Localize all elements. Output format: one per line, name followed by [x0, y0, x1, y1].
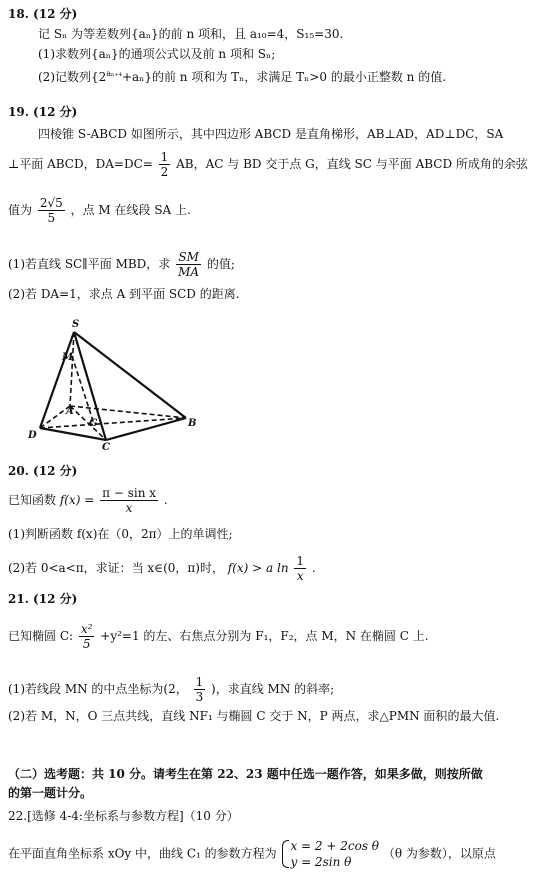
q21-def-text-a: 已知椭圆 C: [8, 629, 74, 643]
q20-fx: f(x) = [59, 493, 95, 507]
q19-line3-text-a: 值为 [8, 203, 33, 217]
q20-def-text: 已知函数 [8, 493, 57, 507]
q18-line1: 记 Sₙ 为等差数列{aₙ}的前 n 项和，且 a₁₀=4，S₁₅=30. [38, 27, 344, 41]
q20-part2-text: (2)若 0<a<π，求证：当 x∈(0，π)时， [8, 561, 224, 575]
q21-part2: (2)若 M，N，O 三点共线，直线 NF₁ 与椭圆 C 交于 N，P 两点，求△PMN 面积的最大值. [8, 709, 500, 723]
q21-header: 21. (12 分) [8, 592, 78, 606]
q22-line1 [8, 838, 496, 870]
q20-function-def: 已知函数 f(x) = $\frac{\text{π − sin x}}{x}$ . [8, 486, 168, 515]
q19-line3 [8, 196, 191, 225]
q22-parametric-system [280, 838, 379, 870]
q19-cos-fraction: $\frac{2√5}{5}$ [39, 196, 63, 225]
elective-instruction-line2: 的第一题计分。 [8, 786, 93, 800]
pyramid-figure [26, 316, 206, 450]
q20-part1: (1)判断函数 f(x)在（0，2π）上的单调性; [8, 527, 233, 541]
q21-ellipse-fraction: $\frac{\text{x²}}{5}$ [80, 622, 93, 651]
q22-eq-y: y = 2sin θ [290, 855, 352, 869]
q21-ellipse-def [8, 622, 429, 651]
q18-part2-text-a: (2)记数列{2 [38, 70, 107, 84]
q22-text-b: （θ 为参数），以原点 [382, 846, 496, 861]
label-A: A [66, 406, 74, 417]
q19-part1-text-b: 的值; [206, 257, 235, 271]
q21-part1-text-a: (1)若线段 MN 的中点坐标为(2， [8, 682, 188, 696]
q21-part1 [8, 675, 334, 704]
q19-part2: (2)若 DA=1，求点 A 到平面 SCD 的距离. [8, 287, 240, 301]
label-C: C [102, 442, 110, 450]
q21-def-text-b: +y²=1 的左、右焦点分别为 F₁，F₂，点 M，N 在椭圆 C 上. [100, 629, 429, 643]
q21-third-fraction: $\frac{1}{3}$ [195, 675, 204, 704]
elective-instruction-line1: （二）选考题：共 10 分。请考生在第 22、23 题中任选一题作答，如果多做，则按所做 [8, 767, 483, 781]
q20-header: 20. (12 分) [8, 464, 78, 478]
q20-inequality: f(x) > a ln [227, 561, 289, 575]
q20-function-fraction: $\frac{\text{π − sin x}}{x}$ [102, 486, 157, 515]
q19-line2-text-a: ⊥平面 ABCD，DA=DC= [8, 157, 153, 171]
edge-SB [74, 332, 186, 418]
label-M: M [62, 352, 74, 363]
q18-part1: (1)求数列{aₙ}的通项公式以及前 n 项和 Sₙ; [38, 47, 276, 61]
q18-exponent: aₙ₊₄ [106, 69, 122, 78]
q19-part1-text-a: (1)若直线 SC∥平面 MBD，求 [8, 257, 171, 271]
q19-line2 [8, 150, 528, 179]
q19-line2-text-b: AB，AC 与 BD 交于点 G，直线 SC 与平面 ABCD 所成角的余弦 [176, 157, 528, 171]
label-G: G [89, 418, 98, 429]
q18-header: 18. (12 分) [8, 7, 78, 21]
q22-header: 22.[选修 4-4:坐标系与参数方程]（10 分） [8, 809, 239, 823]
q19-header: 19. (12 分) [8, 105, 78, 119]
q22-text-a: 在平面直角坐标系 xOy 中，曲线 C₁ 的参数方程为 [8, 846, 277, 861]
q22-eq-x: x = 2 + 2cos θ [290, 839, 380, 853]
q19-ratio-fraction: $\frac{SM}{MA}$ [178, 250, 200, 279]
q18-part2 [38, 66, 446, 85]
q18-part2-text-b: +aₙ}的前 n 项和为 Tₙ，求满足 Tₙ>0 的最小正整数 n 的值. [121, 70, 447, 84]
q19-half-fraction: $\frac{1}{2}$ [160, 150, 169, 179]
label-B: B [188, 418, 197, 429]
q20-part2: (2)若 0<a<π，求证：当 x∈(0，π)时， f(x) > a ln $\frac{1}{x}$ . [8, 554, 316, 583]
q19-line1: 四棱锥 S-ABCD 如图所示，其中四边形 ABCD 是直角梯形，AB⊥AD，AD⊥DC，SA [38, 127, 504, 141]
edge-AB [70, 406, 186, 418]
label-S: S [72, 319, 80, 330]
q20-inv-fraction: $\frac{1}{x}$ [296, 554, 305, 583]
q19-line3-text-b: ，点 M 在线段 SA 上. [70, 203, 191, 217]
label-D: D [28, 430, 37, 441]
q21-part1-text-b: )，求直线 MN 的斜率; [211, 682, 335, 696]
q19-part1 [8, 250, 235, 279]
